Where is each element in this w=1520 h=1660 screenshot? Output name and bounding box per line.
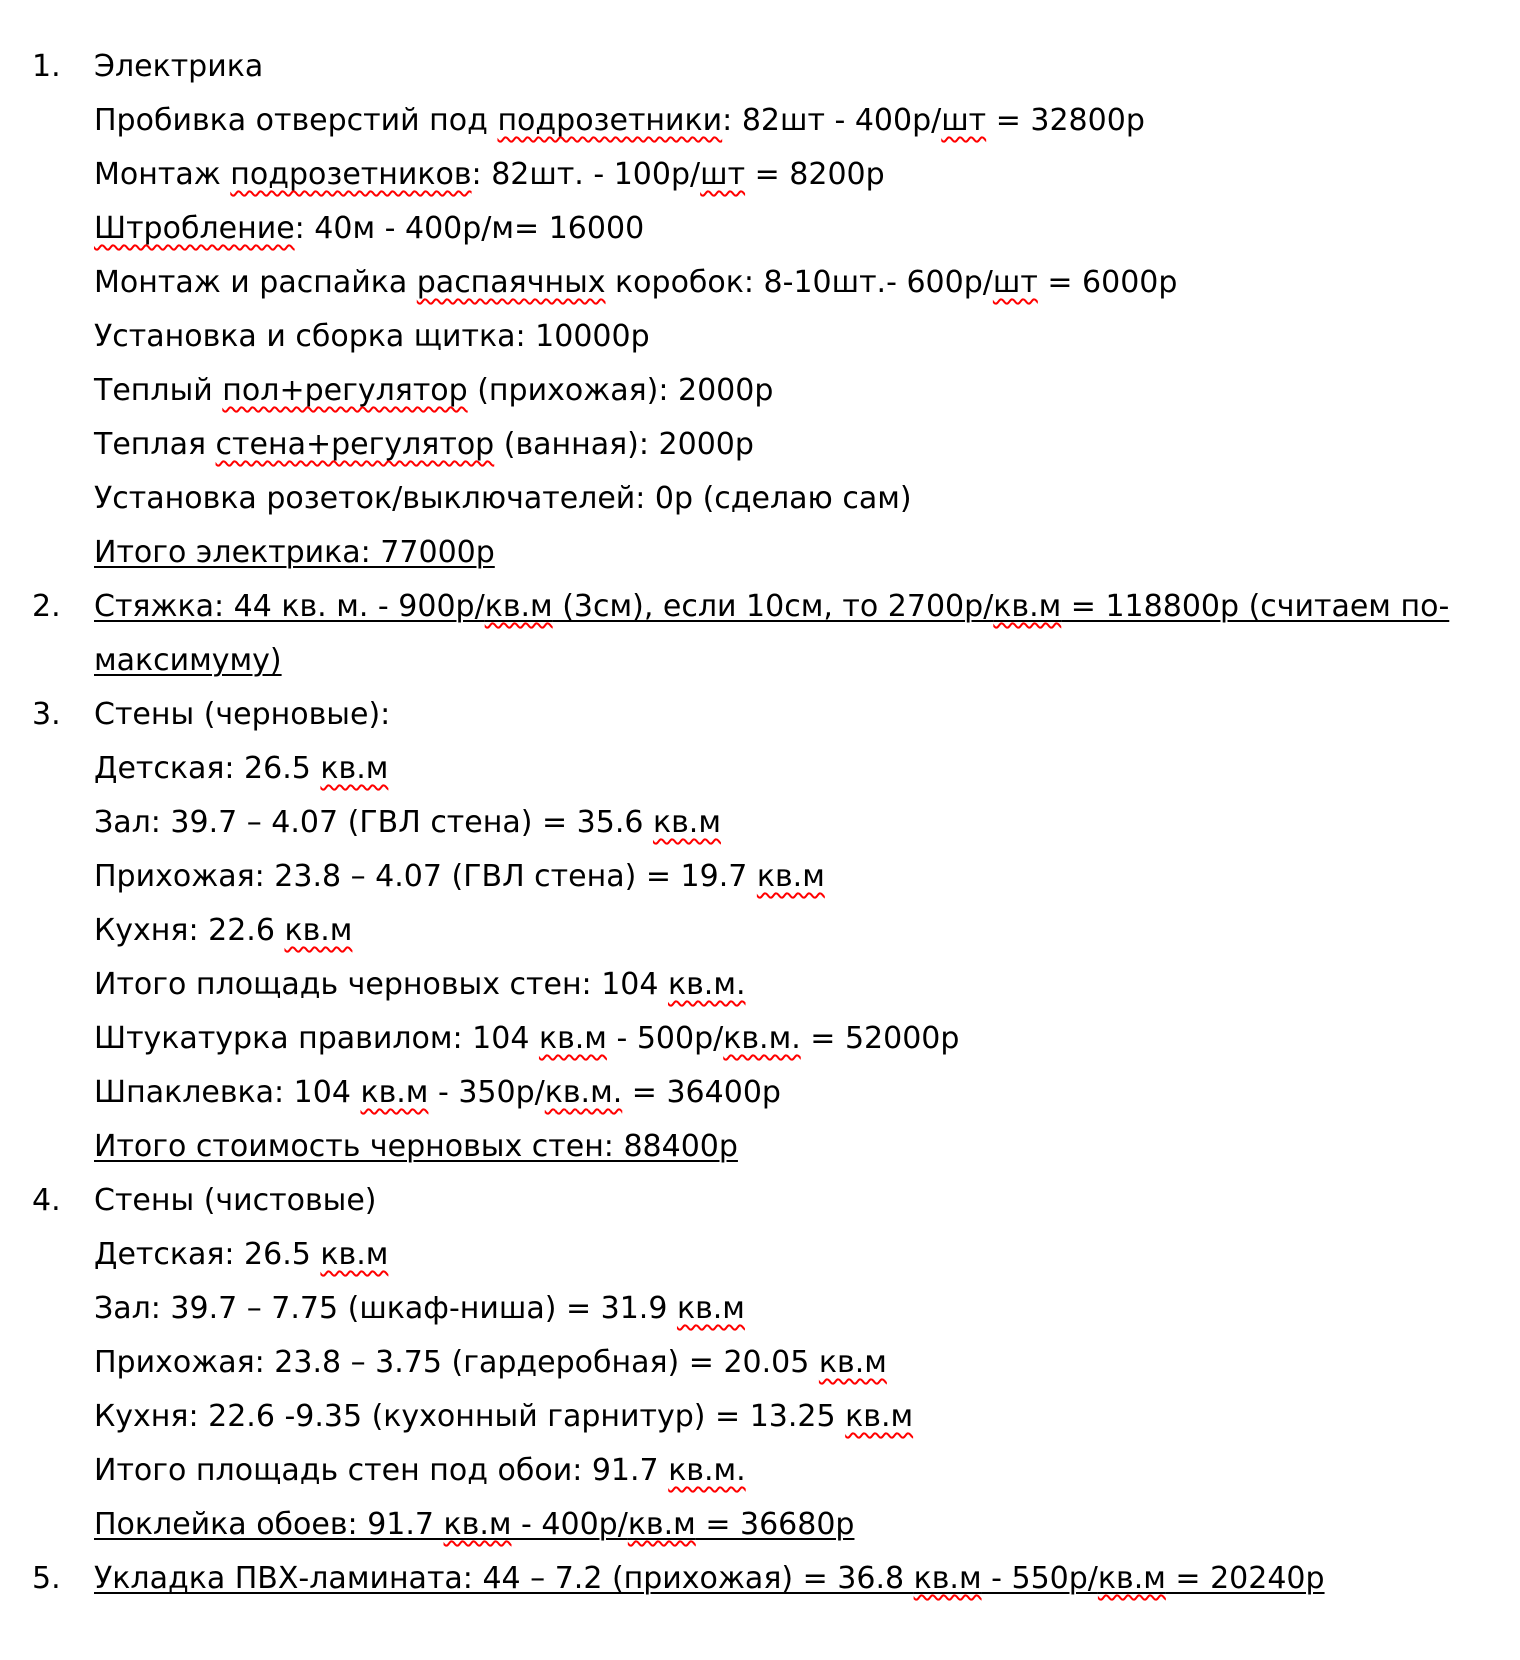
laminate-line <box>94 1561 1325 1596</box>
misspelled-word: кв.м <box>1097 1561 1166 1596</box>
list-line <box>0 1444 1520 1498</box>
text-span: - 550р/ <box>981 1561 1098 1596</box>
list-item-5 <box>0 1552 1520 1606</box>
total-line: Итого электрика: 77000р <box>94 535 495 570</box>
total-line: Итого стоимость черновых стен: 88400р <box>94 1129 738 1164</box>
text-span: максимуму) <box>94 643 282 678</box>
text-span: = 20240р <box>1165 1561 1325 1596</box>
misspelled-word: подрозетники <box>497 103 723 138</box>
text-span: = 36400р <box>622 1075 781 1110</box>
text-span: Итого площадь стен под обои: 91.7 <box>94 1453 669 1488</box>
list-line <box>0 904 1520 958</box>
list-line-total <box>0 1498 1520 1552</box>
list-line <box>0 742 1520 796</box>
misspelled-word: кв.м <box>627 1507 696 1542</box>
list-line <box>0 94 1520 148</box>
misspelled-word: шт <box>992 265 1038 300</box>
misspelled-word: кв.м <box>360 1075 429 1110</box>
list-line <box>0 310 1520 364</box>
text-span: Итого площадь черновых стен: 104 <box>94 967 668 1002</box>
text-span: Кухня: 22.6 -9.35 (кухонный гарнитур) = 13.25 <box>94 1399 846 1434</box>
list-number: 2. <box>32 589 61 624</box>
text-span: Стяжка: 44 кв. м. - 900р/ <box>94 589 485 624</box>
misspelled-word: стена+регулятор <box>215 427 495 462</box>
text-span: : 40м - 400р/м= 16000 <box>294 211 645 246</box>
list-line <box>0 472 1520 526</box>
misspelled-word: кв.м <box>756 859 825 894</box>
text-span: Поклейка обоев: 91.7 <box>94 1507 444 1542</box>
text-span: коробок: 8-10шт.- 600р/ <box>605 265 993 300</box>
list-item-4-title <box>0 1174 1520 1228</box>
list-line <box>0 1282 1520 1336</box>
misspelled-word: кв.м <box>993 589 1062 624</box>
section-title: Электрика <box>94 49 264 84</box>
text-span: - 400р/ <box>511 1507 628 1542</box>
text-span: Установка розеток/выключателей: 0р (сделаю сам) <box>94 481 912 516</box>
misspelled-word: кв.м. <box>723 1021 801 1056</box>
section-title: Стены (чистовые) <box>94 1183 377 1218</box>
text-span: = 32800р <box>986 103 1145 138</box>
text-span: Прихожая: 23.8 – 3.75 (гардеробная) = 20.05 <box>94 1345 819 1380</box>
screed-line <box>94 589 1449 624</box>
text-span: - 350р/ <box>428 1075 545 1110</box>
misspelled-word: кв.м <box>818 1345 887 1380</box>
misspelled-word: кв.м <box>320 751 389 786</box>
text-span: Зал: 39.7 – 4.07 (ГВЛ стена) = 35.6 <box>94 805 653 840</box>
list-item-2 <box>0 580 1520 634</box>
text-span: Монтаж <box>94 157 231 192</box>
text-span: Детская: 26.5 <box>94 1237 321 1272</box>
text-span: = 36680р <box>695 1507 855 1542</box>
misspelled-word: кв.м <box>538 1021 607 1056</box>
text-span: : 82шт. - 100р/ <box>471 157 701 192</box>
list-line <box>0 148 1520 202</box>
text-span: (3см), если 10см, то 2700р/ <box>552 589 994 624</box>
list-number: 4. <box>32 1183 61 1218</box>
section-title: Стены (черновые): <box>94 697 391 732</box>
misspelled-word: кв.м <box>320 1237 389 1272</box>
misspelled-word: кв.м. <box>544 1075 623 1110</box>
list-number: 5. <box>32 1561 61 1596</box>
list-item-3-title <box>0 688 1520 742</box>
text-span: Установка и сборка щитка: 10000р <box>94 319 650 354</box>
list-item-1-title <box>0 40 1520 94</box>
misspelled-word: подрозетников <box>230 157 472 192</box>
list-line-total <box>0 526 1520 580</box>
misspelled-word: кв.м <box>652 805 721 840</box>
list-line <box>0 256 1520 310</box>
list-number: 3. <box>32 697 61 732</box>
misspelled-word: кв.м <box>484 589 553 624</box>
misspelled-word: шт <box>941 103 987 138</box>
text-span: = 8200р <box>745 157 885 192</box>
list-line <box>0 1066 1520 1120</box>
text-span: Кухня: 22.6 <box>94 913 285 948</box>
text-span: = 52000р <box>800 1021 960 1056</box>
misspelled-word: кв.м. <box>668 1453 746 1488</box>
document-body <box>0 40 1520 1606</box>
text-span: Пробивка отверстий под <box>94 103 498 138</box>
text-span: Теплый <box>94 373 223 408</box>
list-line <box>0 634 1520 688</box>
text-span: (ванная): 2000р <box>494 427 754 462</box>
list-line <box>0 1390 1520 1444</box>
text-span: Зал: 39.7 – 7.75 (шкаф-ниша) = 31.9 <box>94 1291 677 1326</box>
misspelled-word: кв.м <box>913 1561 982 1596</box>
misspelled-word: кв.м <box>845 1399 914 1434</box>
list-line-total <box>0 1120 1520 1174</box>
list-line <box>0 418 1520 472</box>
text-span: = 6000р <box>1037 265 1178 300</box>
text-span: Монтаж и распайка <box>94 265 417 300</box>
list-line <box>0 364 1520 418</box>
text-span: Детская: 26.5 <box>94 751 321 786</box>
list-line <box>0 796 1520 850</box>
misspelled-word: кв.м <box>443 1507 512 1542</box>
list-line <box>0 850 1520 904</box>
list-line <box>0 958 1520 1012</box>
text-span: Теплая <box>94 427 216 462</box>
text-span: Шпаклевка: 104 <box>94 1075 361 1110</box>
text-span: Укладка ПВХ-ламината: 44 – 7.2 (прихожая) = 36.8 <box>94 1561 914 1596</box>
text-span: (прихожая): 2000р <box>467 373 774 408</box>
list-number: 1. <box>32 49 61 84</box>
list-line <box>0 202 1520 256</box>
misspelled-word: пол+регулятор <box>222 373 468 408</box>
text-span: - 500р/ <box>606 1021 724 1056</box>
misspelled-word: распаячных <box>416 265 606 300</box>
total-line <box>94 1507 854 1542</box>
list-line <box>0 1228 1520 1282</box>
list-line <box>0 1336 1520 1390</box>
list-line <box>0 1012 1520 1066</box>
misspelled-word: шт <box>700 157 746 192</box>
misspelled-word: кв.м. <box>668 967 746 1002</box>
text-span: : 82шт - 400р/ <box>722 103 942 138</box>
text-span: Прихожая: 23.8 – 4.07 (ГВЛ стена) = 19.7 <box>94 859 757 894</box>
text-span: Штукатурка правилом: 104 <box>94 1021 539 1056</box>
text-span: = 118800р (считаем по- <box>1061 589 1450 624</box>
misspelled-word: кв.м <box>284 913 353 948</box>
misspelled-word: кв.м <box>676 1291 745 1326</box>
misspelled-word: Штробление <box>94 211 295 246</box>
